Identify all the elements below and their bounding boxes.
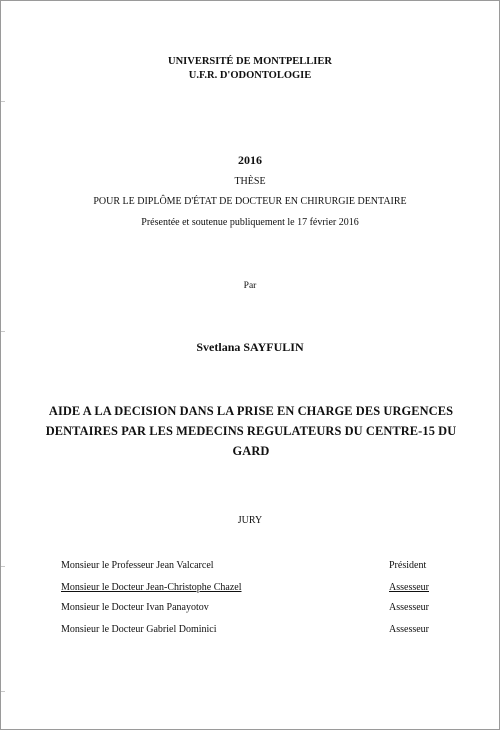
margin-mark — [1, 101, 5, 102]
university-header — [1, 55, 499, 83]
thesis-title — [35, 401, 467, 461]
jury-member-name: Monsieur le Professeur Jean Valcarcel — [61, 560, 214, 571]
jury-member-role: Assesseur — [389, 582, 429, 593]
jury-member-role: Président — [389, 560, 427, 571]
margin-mark — [1, 566, 5, 567]
jury-member-row — [61, 581, 441, 595]
margin-mark — [1, 331, 5, 332]
jury-member-row — [61, 601, 441, 615]
thesis-title-line: GARD — [232, 444, 270, 458]
jury-member-name: Monsieur le Docteur Ivan Panayotov — [61, 602, 209, 613]
thesis-type: THÈSE — [234, 176, 266, 187]
thesis-year: 2016 — [238, 153, 262, 167]
university-name: UNIVERSITÉ DE MONTPELLIER — [168, 56, 332, 67]
jury-member-row — [61, 559, 441, 573]
presentation-line: Présentée et soutenue publiquement le 17 février 2016 — [141, 217, 359, 228]
jury-member-name: Monsieur le Docteur Gabriel Dominici — [61, 624, 217, 635]
jury-member-role: Assesseur — [389, 602, 429, 613]
author-name: Svetlana SAYFULIN — [196, 340, 304, 354]
jury-member-name: Monsieur le Docteur Jean-Christophe Chazel — [61, 582, 242, 593]
by-label: Par — [243, 281, 257, 291]
jury-heading: JURY — [237, 515, 263, 526]
jury-member-row — [61, 623, 441, 637]
margin-mark — [1, 691, 5, 692]
jury-member-role: Assesseur — [389, 624, 429, 635]
thesis-title-line: DENTAIRES PAR LES MEDECINS REGULATEURS DU CENTRE-15 DU — [45, 424, 457, 438]
diploma-line: POUR LE DIPLÔME D'ÉTAT DE DOCTEUR EN CHIRURGIE DENTAIRE — [93, 196, 407, 207]
faculty-name: U.F.R. D'ODONTOLOGIE — [188, 70, 312, 81]
thesis-title-line: AIDE A LA DECISION DANS LA PRISE EN CHARGE DES URGENCES — [48, 404, 454, 418]
